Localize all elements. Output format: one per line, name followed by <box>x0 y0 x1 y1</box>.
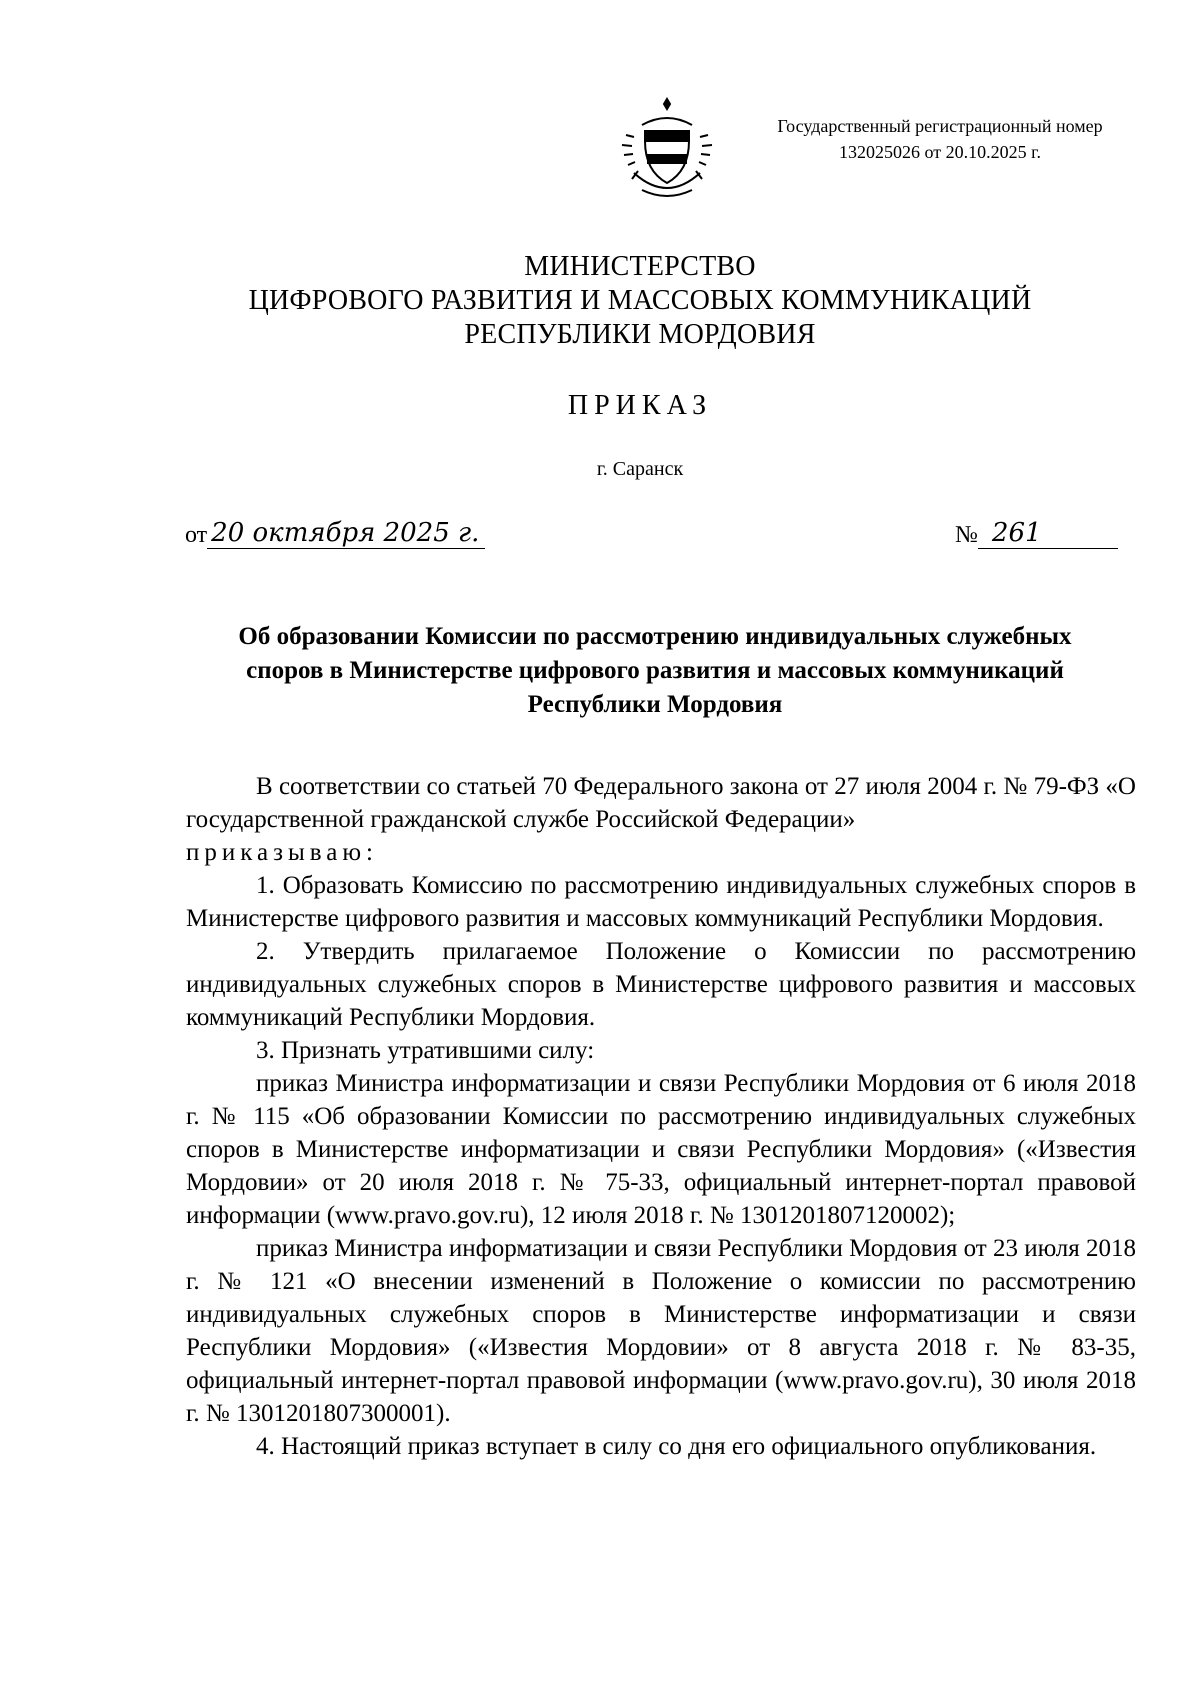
ministry-line-2: ЦИФРОВОГО РАЗВИТИЯ И МАССОВЫХ КОММУНИКАЦИЙ <box>248 285 1032 316</box>
number-label: № <box>955 522 978 548</box>
ministry-line-3: РЕСПУБЛИКИ МОРДОВИЯ <box>464 319 816 350</box>
document-body <box>186 770 1136 1463</box>
item-3a: приказ Министра информатизации и связи Республики Мордовия от 6 июля 2018 г. № 115 «Об образовании Комиссии по рассмотрению индивидуальных служебных споров в Министерстве информатизации и связи Республики Мордовия» («Известия Мордовии» от 20 июля 2018 г. № 75-33, официальный интернет-портал правовой информации (www.pravo.gov.ru), 12 июля 2018 г. № 1301201807120002); <box>186 1070 1136 1229</box>
registration-line-1: Государственный регистрационный номер <box>777 116 1103 136</box>
registration-line-2: 132025026 от 20.10.2025 г. <box>839 142 1041 162</box>
title-line-3: Республики Мордовия <box>527 691 783 718</box>
handwritten-date: 20 октября 2025 г. <box>207 518 485 549</box>
order-word: приказываю: <box>186 839 378 866</box>
intro-text: В соответствии со статьей 70 Федерального закона от 27 июля 2004 г. № 79-ФЗ «О государственной гражданской службе Российской Федерации» <box>186 773 1136 833</box>
date-row <box>185 518 485 549</box>
registration-number <box>700 113 1180 165</box>
item-1: 1. Образовать Комиссию по рассмотрению индивидуальных служебных споров в Министерстве цифрового развития и массовых коммуникаций Республики Мордовия. <box>186 872 1136 932</box>
city-label: г. Саранск <box>596 458 684 480</box>
document-type: ПРИКАЗ <box>567 390 713 421</box>
ministry-name <box>150 250 1130 352</box>
item-2: 2. Утвердить прилагаемое Положение о Комиссии по рассмотрению индивидуальных служебных споров в Министерстве цифрового развития и массовых коммуникаций Республики Мордовия. <box>186 938 1136 1031</box>
document-title <box>175 620 1135 722</box>
item-3b: приказ Министра информатизации и связи Республики Мордовия от 23 июля 2018 г. № 121 «О внесении изменений в Положение о комиссии по рассмотрению индивидуальных служебных споров в Министерстве информатизации и связи Республики Мордовия» («Известия Мордовии» от 8 августа 2018 г. № 83-35, официальный интернет-портал правовой информации (www.pravo.gov.ru), 30 июля 2018 г. № 1301201807300001). <box>186 1235 1136 1427</box>
title-line-2: споров в Министерстве цифрового развития и массовых коммуникаций <box>246 657 1064 684</box>
number-row <box>955 518 1118 549</box>
intro-paragraph <box>186 770 1136 836</box>
item-3: 3. Признать утратившими силу: <box>256 1037 595 1064</box>
item-4: 4. Настоящий приказ вступает в силу со дня его официального опубликования. <box>256 1433 1097 1460</box>
from-label: от <box>185 522 208 548</box>
title-line-1: Об образовании Комиссии по рассмотрению индивидуальных служебных <box>238 623 1072 650</box>
handwritten-number: 261 <box>978 518 1118 549</box>
ministry-line-1: МИНИСТЕРСТВО <box>524 251 756 282</box>
